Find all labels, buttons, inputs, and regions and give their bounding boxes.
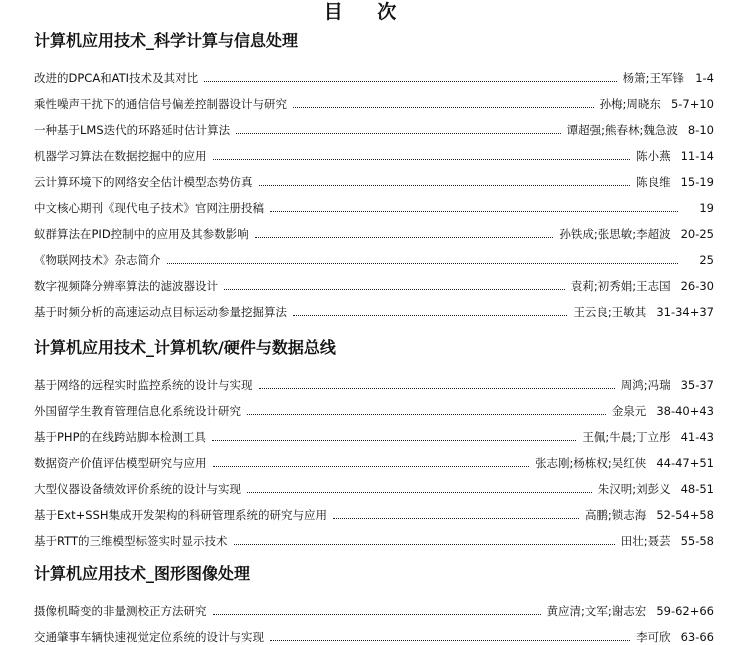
dot-leader xyxy=(255,237,554,238)
entry-title[interactable]: 外国留学生教育管理信息化系统设计研究 xyxy=(34,404,241,418)
entry-pages: 55-58 xyxy=(680,534,714,548)
dot-leader xyxy=(213,614,541,615)
entry-pages: 1-4 xyxy=(695,71,714,85)
toc-section xyxy=(34,30,714,320)
entry-authors: 谭超强;熊春林;魏急波 xyxy=(566,123,678,137)
entry-title[interactable]: 基于时频分析的高速运动点目标运动参量挖掘算法 xyxy=(34,305,287,319)
entry-title[interactable]: 乘性噪声干扰下的通信信号偏差控制器设计与研究 xyxy=(34,97,287,111)
entry-pages: 20-25 xyxy=(680,227,714,241)
entry-title[interactable]: 数据资产价值评估模型研究与应用 xyxy=(34,456,207,470)
entry-pages: 31-34+37 xyxy=(656,305,714,319)
entry-pages: 48-51 xyxy=(680,482,714,496)
dot-leader xyxy=(213,466,530,467)
dot-leader xyxy=(212,440,576,441)
entry-authors: 田壮;聂芸 xyxy=(620,534,671,548)
entry-authors: 袁莉;初秀娟;王志国 xyxy=(570,279,671,293)
entry-title[interactable]: 大型仪器设备绩效评价系统的设计与实现 xyxy=(34,482,241,496)
entry-pages: 11-14 xyxy=(680,149,714,163)
entry-pages: 26-30 xyxy=(680,279,714,293)
dot-leader xyxy=(333,518,579,519)
dot-leader xyxy=(247,414,606,415)
toc-entry[interactable] xyxy=(34,497,714,523)
dot-leader xyxy=(204,81,617,82)
toc-entry[interactable] xyxy=(34,164,714,190)
toc-entry[interactable] xyxy=(34,471,714,497)
entry-authors: 黄应清;文军;谢志宏 xyxy=(546,604,647,618)
entry-pages: 15-19 xyxy=(680,175,714,189)
toc-entry[interactable] xyxy=(34,393,714,419)
entry-pages: 5-7+10 xyxy=(670,97,714,111)
entry-title[interactable]: 中文核心期刊《现代电子技术》官网注册投稿 xyxy=(34,201,264,215)
entry-authors: 孙铁成;张思敏;李超波 xyxy=(559,227,671,241)
entry-title[interactable]: 摄像机畸变的非量测校正方法研究 xyxy=(34,604,207,618)
entry-pages: 19 xyxy=(699,201,714,215)
dot-leader xyxy=(259,388,615,389)
entry-title[interactable]: 云计算环境下的网络安全估计模型态势仿真 xyxy=(34,175,253,189)
dot-leader xyxy=(293,107,594,108)
entry-title[interactable]: 《物联网技术》杂志简介 xyxy=(34,253,161,267)
toc-entry[interactable] xyxy=(34,60,714,86)
dot-leader xyxy=(270,211,678,212)
entry-authors: 周鸿;冯瑞 xyxy=(620,378,671,392)
dot-leader xyxy=(247,492,592,493)
dot-leader xyxy=(293,315,567,316)
entry-pages: 52-54+58 xyxy=(656,508,714,522)
toc-entry[interactable] xyxy=(34,216,714,242)
entry-authors: 金泉元 xyxy=(611,404,647,418)
dot-leader xyxy=(213,159,631,160)
entry-authors: 陈良维 xyxy=(636,175,671,189)
entry-pages: 35-37 xyxy=(680,378,714,392)
entry-title[interactable]: 基于Ext+SSH集成开发架构的科研管理系统的研究与应用 xyxy=(34,508,327,522)
entry-title[interactable]: 交通肇事车辆快速视觉定位系统的设计与实现 xyxy=(34,630,264,644)
entry-title[interactable]: 基于RTT的三维模型标签实时显示技术 xyxy=(34,534,228,548)
entry-title[interactable]: 一种基于LMS迭代的环路延时估计算法 xyxy=(34,123,231,137)
entry-pages: 63-66 xyxy=(680,630,714,644)
entry-authors: 李可欣 xyxy=(636,630,671,644)
section-heading: 计算机应用技术_计算机软/硬件与数据总线 xyxy=(34,338,336,357)
toc-entry[interactable] xyxy=(34,268,714,294)
entry-pages: 41-43 xyxy=(680,430,714,444)
dot-leader xyxy=(224,289,565,290)
entry-title[interactable]: 蚁群算法在PID控制中的应用及其参数影响 xyxy=(34,227,249,241)
toc-entry[interactable] xyxy=(34,523,714,549)
toc-entry[interactable] xyxy=(34,419,714,445)
dot-leader xyxy=(259,185,631,186)
entry-authors: 陈小燕 xyxy=(636,149,671,163)
section-heading: 计算机应用技术_科学计算与信息处理 xyxy=(34,31,299,50)
entry-title[interactable]: 基于网络的远程实时监控系统的设计与实现 xyxy=(34,378,253,392)
entry-title[interactable]: 改进的DPCA和ATI技术及其对比 xyxy=(34,71,199,85)
entry-authors: 杨箫;王军锋 xyxy=(622,71,684,85)
toc-section xyxy=(34,563,714,645)
toc-entry[interactable] xyxy=(34,445,714,471)
entry-pages: 25 xyxy=(699,253,714,267)
toc-section xyxy=(34,337,714,549)
toc-entry[interactable] xyxy=(34,190,714,216)
entry-pages: 8-10 xyxy=(687,123,714,137)
entry-authors: 孙梅;周晓东 xyxy=(599,97,661,111)
entry-authors: 王佩;牛晨;丁立彤 xyxy=(582,430,671,444)
entry-pages: 38-40+43 xyxy=(656,404,714,418)
dot-leader xyxy=(236,133,561,134)
entry-title[interactable]: 数字视频降分辨率算法的滤波器设计 xyxy=(34,279,218,293)
page-title: 目 次 xyxy=(323,1,411,23)
entry-title[interactable]: 基于PHP的在线跨站脚本检测工具 xyxy=(34,430,207,444)
dot-leader xyxy=(270,640,630,641)
toc-entry[interactable] xyxy=(34,112,714,138)
toc-entry[interactable] xyxy=(34,619,714,645)
toc-entry[interactable] xyxy=(34,367,714,393)
entry-authors: 张志刚;杨栋权;吴红侠 xyxy=(535,456,647,470)
toc-entry[interactable] xyxy=(34,86,714,112)
toc-entry[interactable] xyxy=(34,294,714,320)
toc-entry[interactable] xyxy=(34,242,714,268)
entry-authors: 朱汉明;刘彭义 xyxy=(597,482,671,496)
entry-authors: 高鹏;锁志海 xyxy=(584,508,647,522)
toc-entry[interactable] xyxy=(34,138,714,164)
dot-leader xyxy=(234,544,615,545)
dot-leader xyxy=(167,263,679,264)
entry-pages: 44-47+51 xyxy=(656,456,714,470)
entry-pages: 59-62+66 xyxy=(656,604,714,618)
entry-title[interactable]: 机器学习算法在数据挖掘中的应用 xyxy=(34,149,207,163)
toc-entry[interactable] xyxy=(34,593,714,619)
section-heading: 计算机应用技术_图形图像处理 xyxy=(34,564,251,583)
entry-authors: 王云良;王敏其 xyxy=(573,305,647,319)
